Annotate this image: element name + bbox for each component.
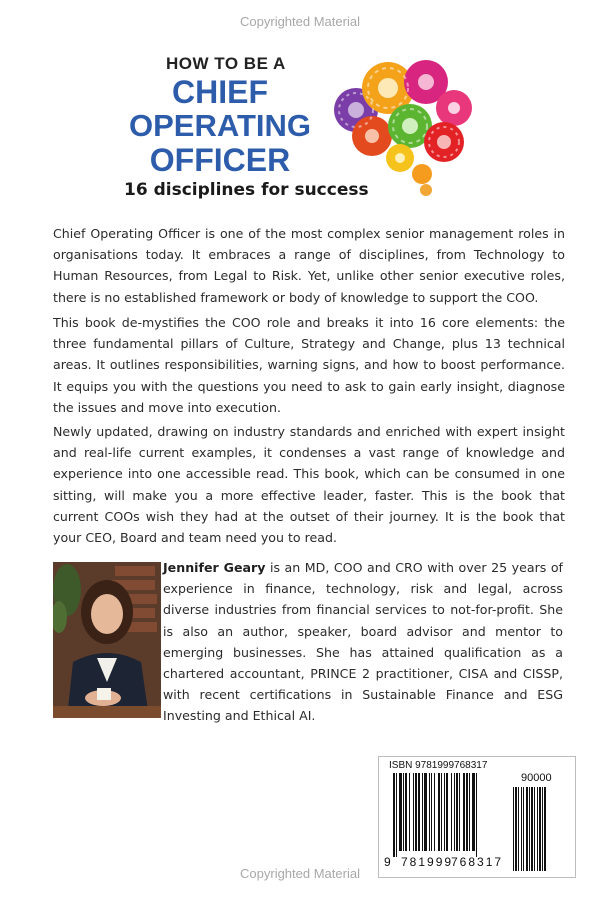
description-paragraph: Chief Operating Officer is one of the most complex senior management roles in organisations today. It embraces a range of disciplines, from Technology to Human Resources, from Legal to Risk. Yet, unlike other senior executive roles, there is no established framework or body of knowledge to support the COO. [53, 226, 565, 305]
title-prefix: HOW TO BE A [166, 54, 286, 73]
gear-icon [436, 90, 472, 126]
title-line-chief: CHIEF [172, 74, 268, 110]
description-paragraph: This book de-mystifies the COO role and breaks it into 16 core elements: the three fundamental pillars of Culture, Strategy and Change, plus 13 technical areas. It outlines responsibilities, warning signs, and how to boost performance. It equips you with the questions you need to ask to gain early insight, diagnose the issues and move into execution. [53, 315, 565, 415]
description-paragraph: Newly updated, drawing on industry standards and enriched with expert insight and real-life current examples, it condenses a vast range of knowledge and experience into one accessible read. This book, which can be consumed in one sitting, will make you a more effective leader, faster. This is the book that current COOs wish they had at the outset of their journey. It is the book that your CEO, Board and team need you to read. [53, 424, 565, 546]
gear-icon [412, 164, 432, 184]
isbn-label: ISBN 9781999768317 [389, 760, 488, 771]
barcode-digits-left: 781999 [401, 855, 454, 869]
barcode-digit-lead: 9 [384, 855, 391, 869]
copyright-watermark-top: Copyrighted Material [240, 14, 360, 29]
author-photo [53, 562, 161, 718]
barcode-digits-right: 768317 [451, 855, 504, 869]
gear-icon [420, 184, 432, 196]
author-bio [163, 557, 563, 727]
title-line-officer: OFFICER [149, 142, 291, 178]
price-code: 90000 [521, 772, 552, 784]
brain-gears-illustration [326, 50, 478, 198]
author-name: Jennifer Geary [163, 560, 266, 575]
isbn-barcode [378, 756, 576, 878]
book-subtitle: 16 disciplines for success [124, 180, 369, 200]
copyright-watermark-bottom: Copyrighted Material [240, 866, 360, 881]
title-line-operating: OPERATING [129, 108, 311, 143]
gear-icon [352, 116, 392, 156]
author-bio-text: is an MD, COO and CRO with over 25 years of experience in finance, technology, risk and legal, across diverse industries from financial services to not-for-profit. She is also an author, speaker, board advisor and mentor to emerging businesses. She has attained qualification as a chartered accountant, PRINCE 2 practitioner, CISA and CISSP, with recent certifications in Sustainable Finance and ESG Investing and Ethical AI. [163, 560, 563, 724]
gear-icon [386, 144, 414, 172]
